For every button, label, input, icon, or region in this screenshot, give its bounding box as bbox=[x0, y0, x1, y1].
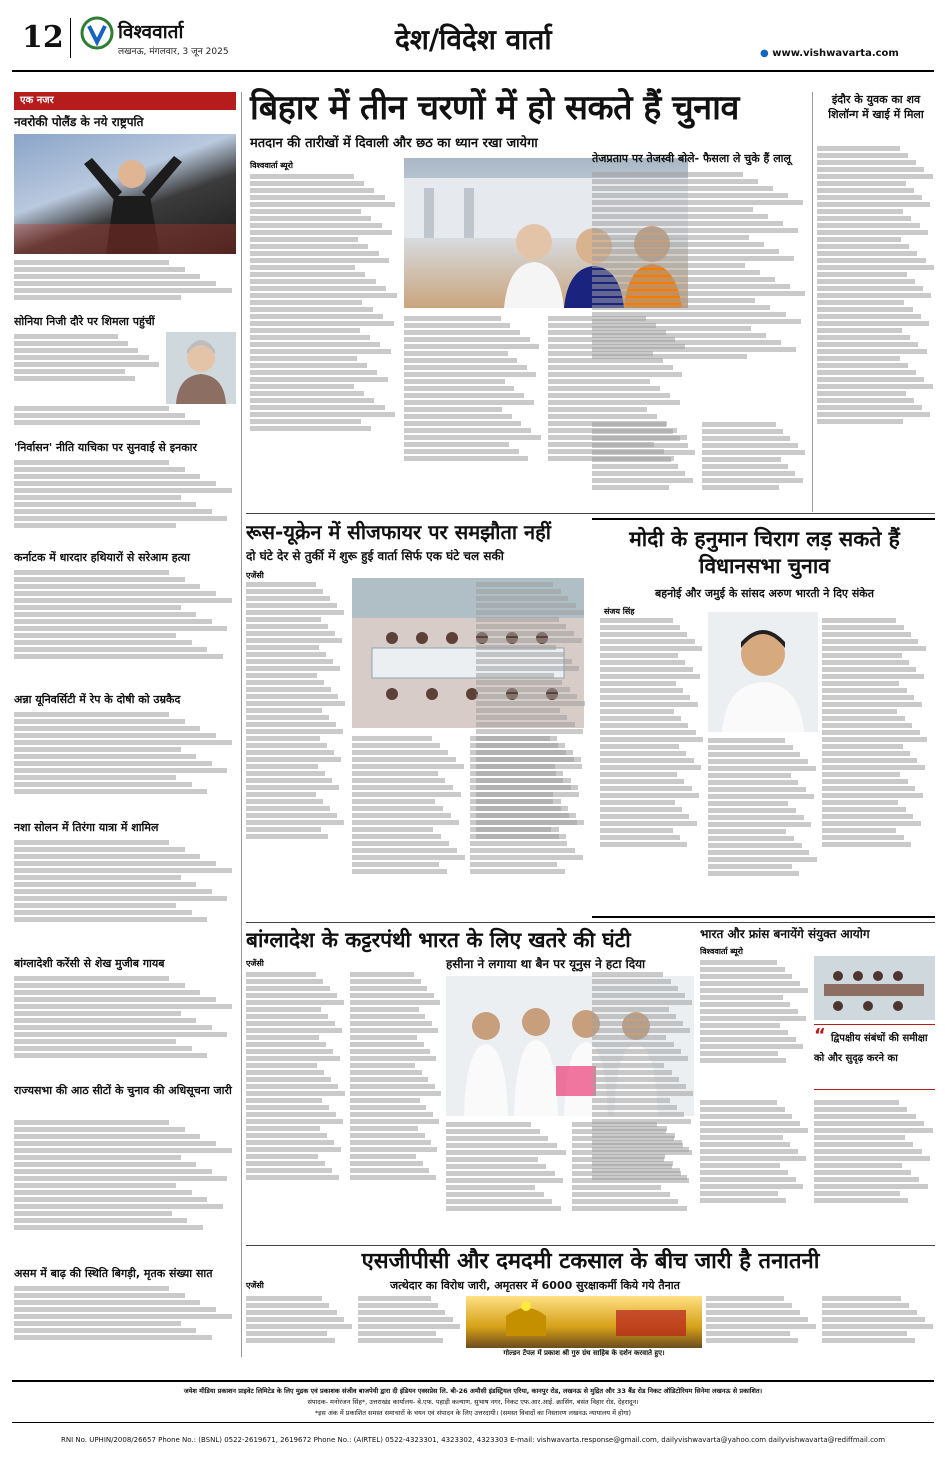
sgpc-body bbox=[706, 1294, 818, 1358]
section-rule bbox=[246, 922, 935, 923]
logo-icon bbox=[80, 16, 114, 50]
logo bbox=[80, 16, 114, 50]
sgpc-byline: एजेंसी bbox=[246, 1281, 264, 1290]
imprint-footer bbox=[12, 1380, 934, 1470]
brief-headline: नशा सोलन में तिरंगा यात्रा में शामिल bbox=[14, 821, 159, 834]
globe-icon: ● bbox=[760, 48, 769, 59]
lead-body bbox=[250, 172, 398, 510]
photo-chirag bbox=[708, 612, 818, 732]
tejashwi-body bbox=[592, 420, 697, 512]
footer-rule bbox=[12, 1380, 934, 1382]
ek-nazar-label: एक नजर bbox=[20, 95, 54, 106]
france-byline: विश्ववार्ता ब्यूरो bbox=[700, 947, 743, 956]
bangladesh-headline: बांग्लादेश के कट्टरपंथी भारत के लिए खतरे की घंटी bbox=[246, 928, 631, 952]
page-header bbox=[0, 0, 945, 74]
website-url: www.vishwavarta.com bbox=[772, 48, 899, 59]
sgpc-subheadline: जत्थेदार का विरोध जारी, अमृतसर में 6000 सुरक्षाकर्मी किये गये तैनात bbox=[390, 1279, 680, 1292]
chirag-body bbox=[708, 736, 818, 916]
brief-body bbox=[14, 458, 236, 548]
bangladesh-body bbox=[592, 970, 694, 1240]
header-divider bbox=[70, 18, 71, 58]
russia-body bbox=[246, 580, 346, 918]
bangladesh-subheadline: हसीना ने लगाया था बैन पर यूनुस ने हटा दिया bbox=[446, 957, 646, 971]
pull-quote-text: द्विपक्षीय संबंधों की समीक्षा को और सुदृढ़ करने का bbox=[814, 1033, 928, 1064]
bangladesh-body bbox=[246, 970, 346, 1240]
brief-body bbox=[14, 404, 236, 438]
brief-headline: सोनिया निजी दौरे पर शिमला पहुंचीं bbox=[14, 315, 155, 328]
brief-body bbox=[14, 974, 236, 1082]
section-rule bbox=[246, 1245, 935, 1246]
page-number: 12 bbox=[22, 20, 64, 55]
dateline: लखनऊ, मंगलवार, 3 जून 2025 bbox=[118, 47, 229, 57]
lead-headline: बिहार में तीन चरणों में हो सकते हैं चुनाव bbox=[250, 88, 739, 128]
photo-sonia bbox=[166, 332, 236, 404]
brief-headline: नवरोकी पोलैंड के नये राष्ट्रपति bbox=[14, 115, 144, 129]
contact-line: RNI No. UPHIN/2008/26657 Phone No.: (BSNL) 0522-2619671, 2619672 Phone No.: (AIRTEL) 0522-4323301, 4323302, 4323303 E-mail: vishwavarta.response@gmail.com, dailyvishwavarta@yahoo.com dailyvishwavarta@rediffmail.com bbox=[60, 1436, 886, 1444]
section-title: देश/विदेश वार्ता bbox=[395, 23, 552, 56]
brief-headline: अन्ना यूनिवर्सिटी में रेप के दोषी को उम्रकैद bbox=[14, 693, 181, 706]
sgpc-headline: एसजीपीसी और दमदमी टकसाल के बीच जारी है तनातनी bbox=[361, 1249, 820, 1274]
russia-subheadline: दो घंटे देर से तुर्की में शुरू हुई वार्ता सिर्फ एक घंटे चल सकी bbox=[246, 549, 504, 563]
imprint-line-2: संपादक- मनोरंजन सिंह*, उत्तराखंड कार्यालय- बे.एफ. पहाड़ी कल्याण, सुभाष नगर, निकट एफ.आर.आई. क्रासिंग, बसंत विहार रोड, देहरादून। bbox=[307, 1398, 639, 1406]
france-body bbox=[700, 1098, 810, 1240]
france-pull-quote bbox=[814, 1024, 935, 1090]
bangladesh-body bbox=[446, 1120, 568, 1240]
sgpc-photo-caption: गोल्डन टेंपल में प्रकाश श्री गुरु ग्रंथ साहिब के दर्शन करवाते हुए। bbox=[503, 1349, 665, 1357]
chirag-byline: संजय सिंह bbox=[604, 607, 635, 616]
brief-body bbox=[14, 1284, 236, 1356]
france-story bbox=[700, 926, 935, 1241]
brief-headline: कर्नाटक में धारदार हथियारों से सरेआम हत्या bbox=[14, 551, 190, 564]
lead-subheadline: मतदान की तारीखों में दिवाली और छठ का ध्यान रखा जायेगा bbox=[250, 136, 538, 151]
chirag-headline: मोदी के हनुमान चिराग लड़ सकते हैं विधानसभा चुनाव bbox=[629, 527, 900, 578]
quote-icon: “ bbox=[814, 1025, 826, 1046]
chirag-story bbox=[592, 518, 935, 918]
indore-headline: इंदौर के युवक का शव शिलॉन्ग में खाई में मिला bbox=[828, 93, 924, 121]
brief-body bbox=[14, 1118, 236, 1264]
photo-golden-temple bbox=[466, 1296, 702, 1348]
sgpc-body bbox=[822, 1294, 935, 1358]
sgpc-body bbox=[358, 1294, 462, 1358]
indore-story bbox=[817, 92, 935, 512]
russia-body bbox=[352, 734, 466, 918]
chirag-subheadline: बहनोई और जमुई के सांसद अरुण भारती ने दिए संकेत bbox=[654, 587, 874, 600]
sonia-portrait-icon bbox=[166, 332, 236, 404]
lead-byline: विश्ववार्ता ब्यूरो bbox=[250, 161, 293, 170]
bangladesh-body bbox=[350, 970, 442, 1240]
brief-headline: 'निर्वासन' नीति याचिका पर सुनवाई से इनकार bbox=[14, 441, 197, 454]
photo-india-france bbox=[814, 956, 935, 1020]
brief-body bbox=[14, 332, 162, 402]
tejashwi-headline: तेजप्रताप पर तेजस्वी बोले- फैसला ले चुके हैं लालू bbox=[592, 152, 791, 165]
indore-body bbox=[817, 144, 935, 510]
chirag-portrait-icon bbox=[708, 612, 818, 732]
footer-rule bbox=[12, 1422, 934, 1423]
ek-nazar-column bbox=[14, 92, 236, 1357]
france-body bbox=[700, 958, 810, 1094]
russia-byline: एजेंसी bbox=[246, 571, 264, 580]
tejashwi-body bbox=[702, 420, 807, 512]
photo-nawrocki bbox=[14, 134, 236, 254]
brief-body bbox=[14, 568, 236, 690]
brief-headline: बांग्लादेशी करेंसी से शेख मुजीब गायब bbox=[14, 957, 165, 970]
paper-name: विश्ववार्ता bbox=[118, 21, 184, 43]
tejashwi-body bbox=[592, 170, 807, 415]
imprint-line-1: जयेश मीडिया प्रकाशन प्राइवेट लिमिटेड के लिए मुद्रक एवं प्रकाशक संजीव बाजपेयी द्वारा दी इंडियन एक्सप्रेस लि. बी-26 अमौसी इंडस्ट्रियल एरिया, कानपुर रोड, लखनऊ से मुद्रित और 33 बैंड रोड निकट ऑडिटोरियम सिनेमा लखनऊ से प्रकाशित। bbox=[183, 1387, 763, 1395]
sgpc-body bbox=[246, 1294, 354, 1358]
brief-body bbox=[14, 838, 236, 954]
meeting-table-icon bbox=[814, 956, 935, 1020]
header-rule bbox=[12, 70, 934, 72]
nawrocki-figure-icon bbox=[14, 134, 236, 254]
column-rule bbox=[812, 92, 813, 512]
imprint-line-3: *इस अंक में प्रकाशित समस्त समाचारों के चयन एवं संपादन के लिए उत्तरदायी। (समस्त विवादों का निस्तारण लखनऊ न्यायालय में होगा) bbox=[314, 1409, 632, 1417]
lead-body bbox=[404, 314, 542, 510]
russia-headline: रूस-यूक्रेन में सीजफायर पर समझौता नहीं bbox=[246, 520, 551, 544]
section-rule bbox=[246, 513, 935, 514]
brief-body bbox=[14, 258, 236, 314]
brief-headline: राज्यसभा की आठ सीटों के चुनाव की अधिसूचना जारी bbox=[14, 1084, 232, 1097]
column-rule bbox=[241, 92, 242, 1357]
chirag-body bbox=[822, 616, 928, 916]
chirag-body bbox=[600, 616, 704, 916]
golden-temple-icon bbox=[466, 1296, 702, 1348]
france-headline: भारत और फ्रांस बनायेंगे संयुक्त आयोग bbox=[700, 927, 870, 941]
france-body bbox=[814, 1098, 935, 1240]
bangladesh-byline: एजेंसी bbox=[246, 959, 264, 968]
ek-nazar-tag bbox=[14, 92, 236, 110]
brief-headline: असम में बाढ़ की स्थिति बिगड़ी, मृतक संख्या सात bbox=[14, 1267, 213, 1280]
tejashwi-story-box bbox=[592, 152, 807, 512]
website-link[interactable] bbox=[760, 48, 899, 59]
russia-body bbox=[476, 580, 586, 918]
brief-body bbox=[14, 710, 236, 818]
